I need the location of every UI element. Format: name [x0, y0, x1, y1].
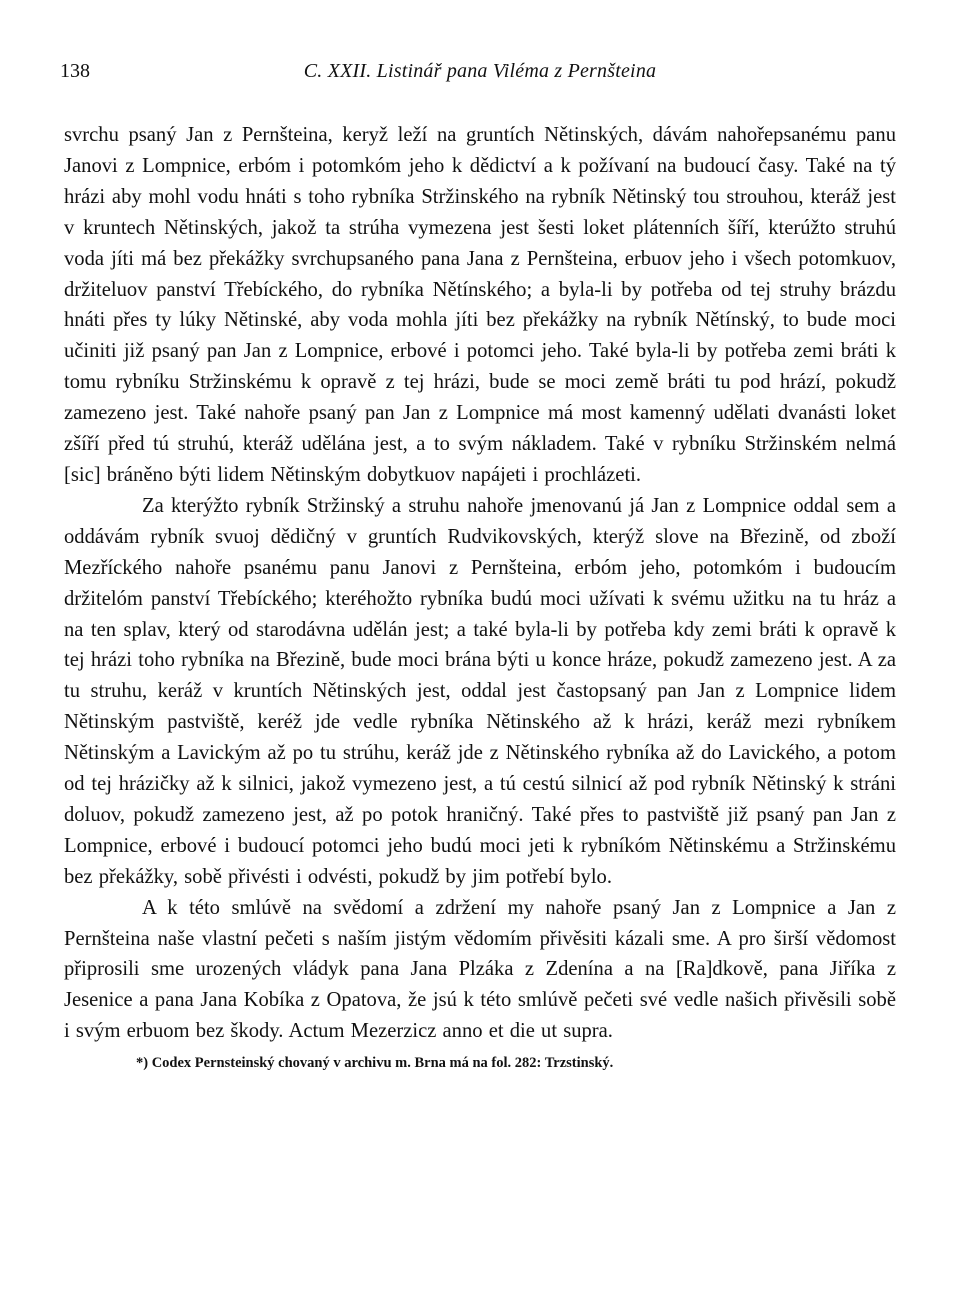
- footnote: *) Codex Pernsteinský chovaný v archivu m. Brna má na fol. 282: Trzstinský.: [136, 1055, 614, 1072]
- page-header: [60, 52, 896, 92]
- document-page: [60, 52, 896, 1073]
- paragraph-3: A k této smlúvě na svědomí a zdržení my nahoře psaný Jan z Lompnice a Jan z Pernšteina naše vlastní pečeti s naším jistým vědomím přivěsiti kázali sme. A pro širší vědomost připrosili sme urozených vládyk pana Jana Plzáka z Zdenína a na [Ra]dkově, pana Jiříka z Jesenice a pana Jana Kobíka z Opatova, že jsú k této smlúvě pečeti své vedle našich přivěsili sobě i svým erbuom bez škody. Actum Mezerzicz anno et die ut supra.: [64, 896, 896, 1043]
- paragraph-1: svrchu psaný Jan z Pernšteina, keryž leží na gruntích Nětinských, dávám nahořepsanému panu Janovi z Lompnice, erbóm i potomkóm jeho k dědictví a k požívaní na budoucí časy. Také na tý hrázi aby mohl vodu hnáti s toho rybníka Stržinského na rybník Nětinský tou strouhou, kteráž jest v kruntech Nětinských, jakož ta strúha vymezena jest šesti loket plátenních šíří, kterúžto struhú voda jíti má bez překážky svrchupsaného pana Jana z Pernšteina, erbuov jeho i všech potomkuov, držiteluov panství Třebíckého, do rybníka Nětínského; a byla-li by potřeba od tej struhy brázdu hnáti přes ty lúky Nětinské, aby voda mohla jíti bez překážky na rybník Nětínský, to bude moci učiniti již psaný pan Jan z Lompnice, erbové i potomci jeho. Také byla-li by potřeba zemi bráti k tomu rybníku Stržinskému k opravě z tej hrázi, bude se moci země bráti tu pod hrází, pokudž zamezeno jest. Také nahoře psaný pan Jan z Lompnice má most kamenný udělati dvanásti loket zšíří před tú struhú, kteráž udělána jest, a to svým nákladem. Také v rybníku Stržinském nelmá [sic] bráněno býti lidem Nětinským dobytkuov napájeti i prochlázeti.: [64, 124, 896, 486]
- page-number: 138: [60, 60, 90, 82]
- running-title: C. XXII. Listinář pana Viléma z Pernšteina: [303, 60, 657, 82]
- body-text: [64, 120, 896, 1047]
- paragraph-2: Za kterýžto rybník Stržinský a struhu nahoře jmenovanú já Jan z Lompnice oddal sem a oddávám rybník svuoj dědičný v gruntích Rudvikovských, kterýž slove na Březině, od zboží Mezříckého nahoře psanému panu Janovi z Pernšteina, erbóm jeho, potomkóm i budoucím držitelóm panství Třebíckého; kteréhožto rybníka budú moci užívati k svému užitku na tu hráz a na ten splav, který od starodávna udělán jest; a také byla-li by potřeba kdy zemi bráti k opravě k tej hrázi toho rybníka na Březině, bude moci brána býti u konce hráze, pokudž zamezeno jest. A za tu struhu, keráž v kruntích Nětinských jest, oddal jest častopsaný pan Jan z Lompnice lidem Nětinským pastviště, keréž jde vedle rybníka Nětinského až k hrázi, keráž mezi rybníkem Nětinským a Lavickým až po tu strúhu, keráž jde z Nětinského rybníka až do Lavického, a potom od tej hrázičky až k silnici, jakož vymezeno jest, a tú cestú silnicí až pod rybník Nětinský k stráni doluov, pokudž zamezeno jest, až po potok hraničný. Také přes to pastviště již psaný pan Jan z Lompnice, erbové i budoucí potomci jeho budú moci jeti k rybníkóm Nětinskému a Stržinskému bez překážky, sobě přivésti i odvésti, pokudž by jim potřebí bylo.: [64, 494, 896, 888]
